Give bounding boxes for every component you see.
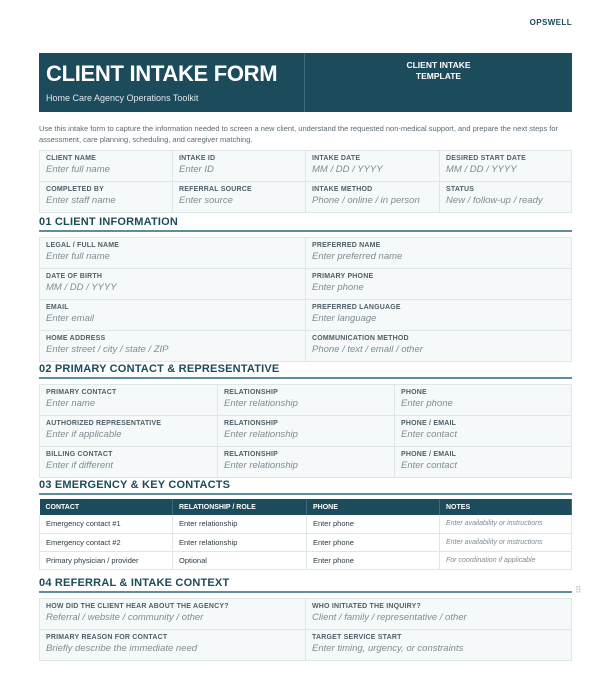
field-preferred-name[interactable] (306, 238, 571, 268)
field-input[interactable]: MM / DD / YYYY (46, 282, 117, 293)
relationship-cell[interactable]: Enter relationship (173, 533, 307, 551)
field-desired-start-date[interactable] (440, 151, 571, 181)
form-row (40, 238, 571, 269)
table-row (40, 551, 572, 569)
field-communication-method[interactable] (306, 331, 571, 361)
field-how-heard[interactable] (40, 599, 306, 629)
field-input[interactable]: Enter if applicable (46, 429, 122, 440)
phone-cell[interactable]: Enter phone (307, 551, 440, 569)
field-phone[interactable] (395, 385, 571, 415)
field-label: PRIMARY REASON FOR CONTACT (46, 634, 168, 641)
contact-cell: Emergency contact #1 (40, 515, 173, 533)
field-label: DESIRED START DATE (446, 155, 526, 162)
field-client-name[interactable] (40, 151, 173, 181)
brand-logo: OPSWELL (529, 18, 572, 27)
field-label: COMPLETED BY (46, 186, 105, 193)
template-tag (399, 60, 479, 112)
field-email[interactable] (40, 300, 306, 330)
field-primary-reason[interactable] (40, 630, 306, 660)
field-input[interactable]: Enter preferred name (312, 251, 403, 262)
table-row (40, 533, 572, 551)
field-billing-contact[interactable] (40, 447, 218, 477)
field-status[interactable] (440, 182, 571, 212)
field-label: TARGET SERVICE START (312, 634, 402, 641)
field-label: LEGAL / FULL NAME (46, 242, 120, 249)
field-intake-date[interactable] (306, 151, 440, 181)
primary-contact-grid (39, 384, 572, 478)
referral-context-grid (39, 598, 572, 661)
field-input[interactable]: Enter full name (46, 164, 110, 175)
field-legal-name[interactable] (40, 238, 306, 268)
column-header: RELATIONSHIP / ROLE (173, 499, 307, 515)
field-phone-email[interactable] (395, 416, 571, 446)
field-input[interactable]: Enter street / city / state / ZIP (46, 344, 169, 355)
field-label: PRIMARY PHONE (312, 273, 374, 280)
form-row (40, 416, 571, 447)
field-label: EMAIL (46, 304, 69, 311)
field-label: RELATIONSHIP (224, 420, 278, 427)
field-label: WHO INITIATED THE INQUIRY? (312, 603, 422, 610)
field-label: PHONE (401, 389, 427, 396)
field-intake-id[interactable] (173, 151, 306, 181)
field-input[interactable]: MM / DD / YYYY (446, 164, 517, 175)
field-referral-source[interactable] (173, 182, 306, 212)
form-row (40, 630, 571, 661)
drag-handle-icon[interactable]: ⠿ (575, 585, 582, 595)
column-header: NOTES (440, 499, 572, 515)
field-target-service-start[interactable] (306, 630, 571, 660)
field-date-of-birth[interactable] (40, 269, 306, 299)
field-input[interactable]: Enter ID (179, 164, 214, 175)
meta-row (40, 151, 571, 182)
field-preferred-language[interactable] (306, 300, 571, 330)
field-label: CLIENT NAME (46, 155, 97, 162)
field-label: PHONE / EMAIL (401, 451, 457, 458)
phone-cell[interactable]: Enter phone (307, 515, 440, 533)
field-relationship[interactable] (218, 447, 395, 477)
field-input[interactable]: New / follow-up / ready (446, 195, 543, 206)
field-label: RELATIONSHIP (224, 389, 278, 396)
field-label: REFERRAL SOURCE (179, 186, 252, 193)
field-input[interactable]: Phone / online / in person (312, 195, 420, 206)
field-authorized-representative[interactable] (40, 416, 218, 446)
field-relationship[interactable] (218, 416, 395, 446)
field-input[interactable]: Enter full name (46, 251, 110, 262)
page-title: CLIENT INTAKE FORM (46, 61, 278, 86)
field-input[interactable]: Enter contact (401, 460, 457, 471)
field-input[interactable]: Enter language (312, 313, 377, 324)
table-row (40, 515, 572, 533)
relationship-cell[interactable]: Optional (173, 551, 307, 569)
field-input[interactable]: Enter relationship (224, 398, 298, 409)
field-input[interactable]: Enter email (46, 313, 95, 324)
field-input[interactable]: Enter timing, urgency, or constraints (312, 643, 464, 654)
field-input[interactable]: Enter source (179, 195, 233, 206)
field-input[interactable]: MM / DD / YYYY (312, 164, 383, 175)
intro-text: Use this intake form to capture the information needed to screen a new client, understand the requested non-medical support, and prepare the next steps for assessment, care planning, scheduling, and caregiver matching. (39, 124, 559, 144)
banner-title-block (39, 53, 305, 112)
field-primary-phone[interactable] (306, 269, 571, 299)
field-input[interactable]: Enter phone (312, 282, 364, 293)
field-input[interactable]: Enter if different (46, 460, 114, 471)
field-input[interactable]: Enter relationship (224, 460, 298, 471)
section-heading-referral-context: 04 REFERRAL & INTAKE CONTEXT (39, 577, 572, 593)
field-input[interactable]: Enter name (46, 398, 96, 409)
form-row (40, 269, 571, 300)
section-heading-emergency-contacts: 03 EMERGENCY & KEY CONTACTS (39, 479, 572, 495)
contact-cell: Primary physician / provider (40, 551, 173, 569)
field-phone-email[interactable] (395, 447, 571, 477)
form-row (40, 385, 571, 416)
field-input[interactable]: Enter staff name (46, 195, 116, 206)
page-subtitle: Home Care Agency Operations Toolkit (46, 93, 199, 103)
field-label: INTAKE ID (179, 155, 216, 162)
field-label: HOW DID THE CLIENT HEAR ABOUT THE AGENCY? (46, 603, 229, 610)
field-input[interactable]: Client / family / representative / other (312, 612, 467, 623)
field-label: INTAKE METHOD (312, 186, 373, 193)
field-intake-method[interactable] (306, 182, 440, 212)
template-tag-line1: CLIENT INTAKE (406, 60, 471, 70)
field-label: RELATIONSHIP (224, 451, 278, 458)
field-label: INTAKE DATE (312, 155, 361, 162)
field-label: PREFERRED LANGUAGE (312, 304, 401, 311)
field-home-address[interactable] (40, 331, 306, 361)
section-heading-client-information: 01 CLIENT INFORMATION (39, 216, 572, 232)
banner-tag-block (305, 53, 572, 112)
field-input[interactable]: Referral / website / community / other (46, 612, 204, 623)
field-label: STATUS (446, 186, 475, 193)
form-banner (39, 53, 572, 112)
field-label: HOME ADDRESS (46, 335, 106, 342)
form-row (40, 447, 571, 478)
field-input[interactable]: Briefly describe the immediate need (46, 643, 198, 654)
notes-cell[interactable]: For coordination if applicable (440, 551, 572, 569)
field-input[interactable]: Enter contact (401, 429, 457, 440)
field-label: BILLING CONTACT (46, 451, 113, 458)
column-header: CONTACT (40, 499, 173, 515)
field-completed-by[interactable] (40, 182, 173, 212)
phone-cell[interactable]: Enter phone (307, 533, 440, 551)
field-input[interactable]: Phone / text / email / other (312, 344, 423, 355)
field-label: AUTHORIZED REPRESENTATIVE (46, 420, 162, 427)
field-primary-contact[interactable] (40, 385, 218, 415)
meta-row (40, 182, 571, 213)
intake-meta-grid (39, 150, 572, 213)
notes-cell[interactable]: Enter availability or instructions (440, 515, 572, 533)
section-heading-primary-contact: 02 PRIMARY CONTACT & REPRESENTATIVE (39, 363, 572, 379)
form-row (40, 300, 571, 331)
emergency-contacts-table (39, 499, 572, 570)
client-information-grid (39, 237, 572, 362)
column-header: PHONE (307, 499, 440, 515)
field-label: PHONE / EMAIL (401, 420, 457, 427)
form-row (40, 599, 571, 630)
field-input[interactable]: Enter phone (401, 398, 453, 409)
contact-cell: Emergency contact #2 (40, 533, 173, 551)
field-relationship[interactable] (218, 385, 395, 415)
field-who-initiated[interactable] (306, 599, 571, 629)
table-header-row (40, 499, 572, 515)
template-tag-line2: TEMPLATE (415, 71, 462, 81)
relationship-cell[interactable]: Enter relationship (173, 515, 307, 533)
field-label: PRIMARY CONTACT (46, 389, 117, 396)
form-row (40, 331, 571, 362)
field-label: COMMUNICATION METHOD (312, 335, 409, 342)
field-label: DATE OF BIRTH (46, 273, 103, 280)
field-label: PREFERRED NAME (312, 242, 381, 249)
notes-cell[interactable]: Enter availability or instructions (440, 533, 572, 551)
field-input[interactable]: Enter relationship (224, 429, 298, 440)
